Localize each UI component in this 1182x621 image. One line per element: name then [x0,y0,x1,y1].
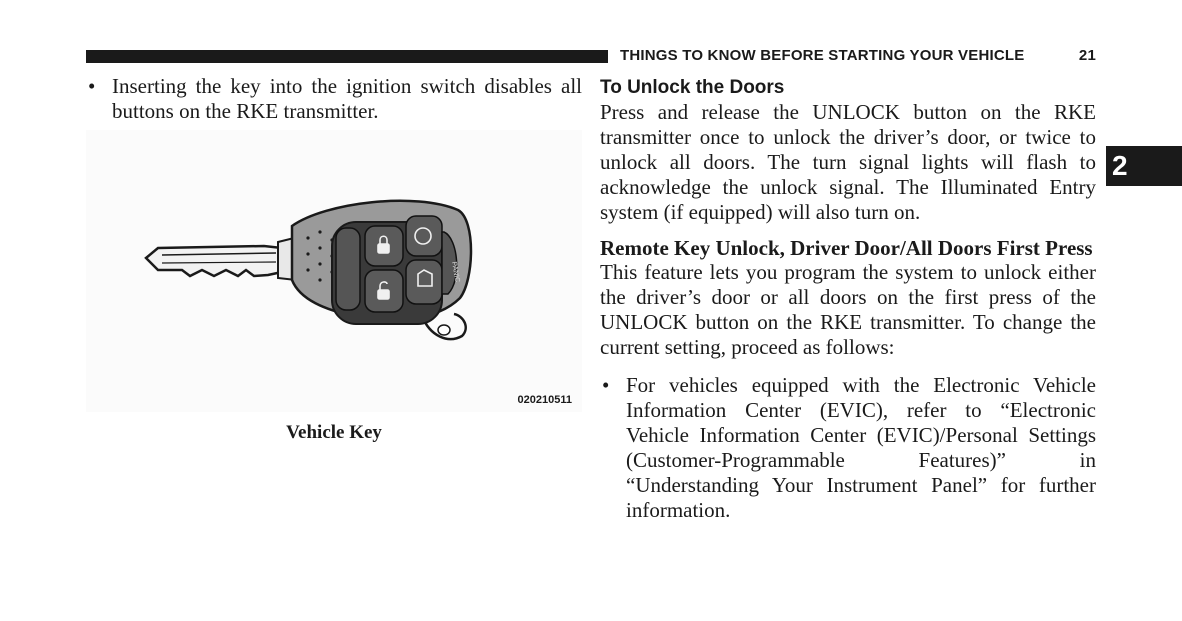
figure-caption: Vehicle Key [286,422,382,443]
bullet-dot: • [88,74,96,98]
subsection-heading: Remote Key Unlock, Driver Door/All Doors First Press [600,236,1093,260]
chapter-tab: 2 [1106,146,1182,186]
bullet-dot: • [602,373,610,397]
section-heading: To Unlock the Doors [600,77,785,98]
right-column [600,74,1096,523]
paragraph: This feature lets you program the system to unlock either the driver’s door or all doors on the first press of the UNLOCK button on the RKE transmitter. To change the current setting, proceed as follows: [600,260,1096,359]
paragraph: Press and release the UNLOCK button on the RKE transmitter once to unlock the driver’s door, or twice to unlock all doors. The turn signal lights will flash to acknowledge the unlock signal. The Illuminated Entry system (if equipped) will also turn on. [600,100,1096,224]
panic-label: PANIC [450,261,461,283]
vehicle-key-figure [86,130,582,412]
left-column [86,74,582,124]
page-number: 21 [1078,47,1096,64]
key-fob-illustration [86,130,582,412]
bullet-text: Inserting the key into the ignition switch disables all buttons on the RKE transmitter. [112,74,582,123]
list-item [86,74,582,124]
figure-code: 020210511 [517,394,572,406]
header-title: THINGS TO KNOW BEFORE STARTING YOUR VEHICLE [620,47,1025,64]
list-item [600,373,1096,523]
running-header [620,47,1096,64]
bullet-text: For vehicles equipped with the Electronic Vehicle Information Center (EVIC), refer to “Electronic Vehicle Information Center (EVIC)/Personal Settings (Customer-Programmable Features)” in “Understanding Your Instrument Panel” for further information. [626,373,1096,522]
header-rule [86,50,608,63]
